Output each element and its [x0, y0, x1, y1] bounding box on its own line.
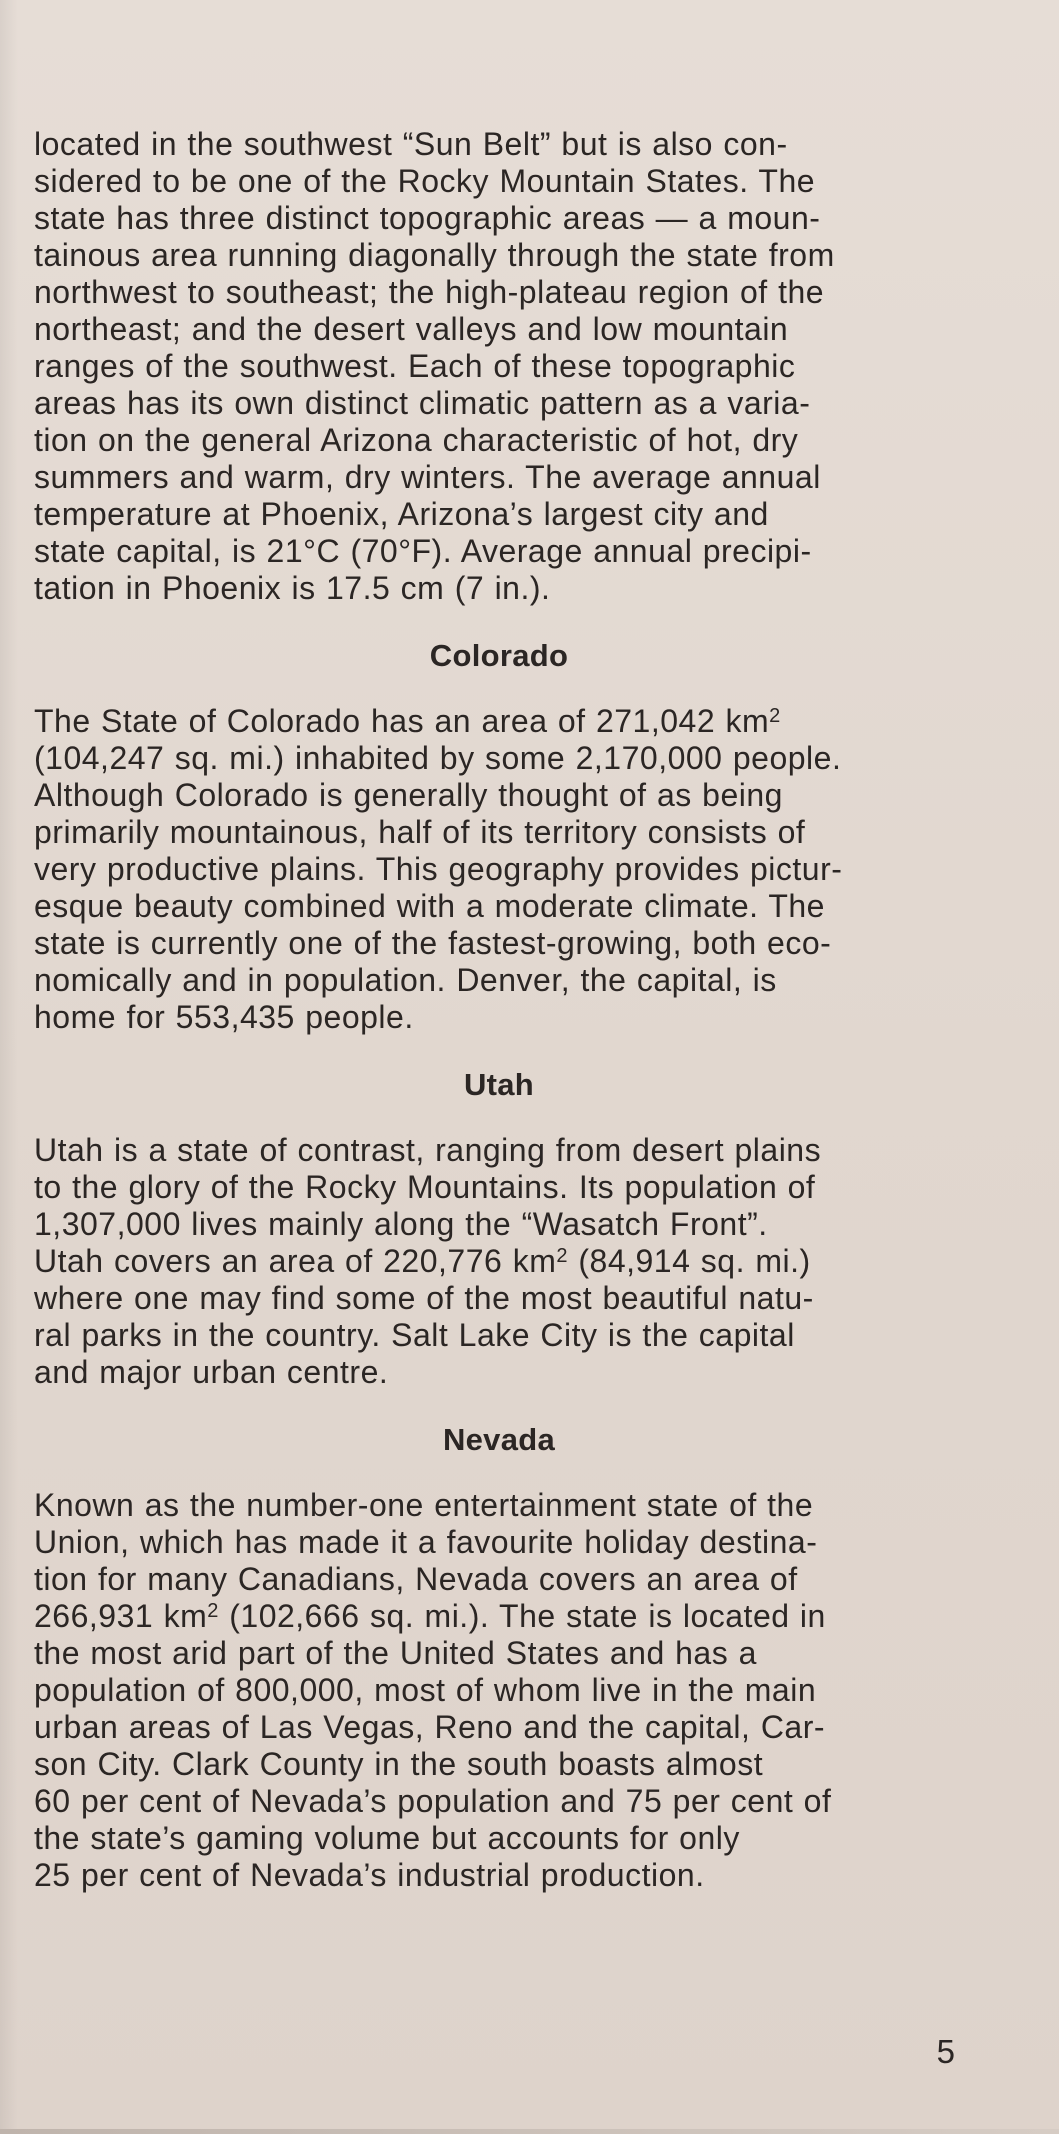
text-line: ranges of the southwest. Each of these topographic	[34, 348, 796, 384]
page-bottom-edge	[0, 2129, 1059, 2134]
text-line: (104,247 sq. mi.) inhabited by some 2,170,000 people.	[34, 740, 842, 776]
superscript: 2	[556, 1245, 568, 1267]
text-line: esque beauty combined with a moderate climate. The	[34, 888, 825, 924]
utah-heading: Utah	[463, 1067, 535, 1102]
text-line: sidered to be one of the Rocky Mountain States. The	[34, 163, 816, 199]
text-fragment: 266,931 km	[34, 1598, 208, 1634]
text-line: state is currently one of the fastest-growing, both eco-	[34, 925, 832, 961]
arizona-paragraph	[34, 126, 964, 607]
text-column	[34, 126, 964, 1894]
text-line: 25 per cent of Nevada’s industrial production.	[34, 1857, 705, 1893]
utah-paragraph	[34, 1132, 964, 1391]
text-line: the most arid part of the United States and has a	[34, 1635, 757, 1671]
text-line	[34, 703, 964, 740]
text-line: state has three distinct topographic areas — a moun-	[34, 200, 821, 236]
text-line: Utah is a state of contrast, ranging from desert plains	[34, 1132, 822, 1168]
text-line: and major urban centre.	[34, 1354, 389, 1390]
text-fragment: The State of Colorado has an area of 271,042 km	[34, 703, 770, 739]
text-fragment: Utah covers an area of 220,776 km	[34, 1243, 557, 1279]
superscript: 2	[769, 705, 781, 727]
text-line: primarily mountainous, half of its territory consists of	[34, 814, 806, 850]
text-line: areas has its own distinct climatic pattern as a varia-	[34, 385, 811, 421]
text-line: very productive plains. This geography provides pictur-	[34, 851, 843, 887]
text-line: home for 553,435 people.	[34, 999, 414, 1035]
text-line: 60 per cent of Nevada’s population and 75 per cent of	[34, 1783, 832, 1819]
text-fragment: (84,914 sq. mi.)	[567, 1243, 811, 1279]
colorado-heading: Colorado	[429, 638, 569, 673]
text-line	[34, 1243, 964, 1280]
text-line: the state’s gaming volume but accounts for only	[34, 1820, 740, 1856]
text-fragment: (102,666 sq. mi.). The state is located in	[218, 1598, 826, 1634]
text-line: tainous area running diagonally through the state from	[34, 237, 835, 273]
text-line: located in the southwest “Sun Belt” but is also con-	[34, 126, 788, 162]
text-line	[34, 1598, 964, 1635]
text-line: population of 800,000, most of whom live in the main	[34, 1672, 817, 1708]
nevada-paragraph	[34, 1487, 964, 1894]
text-line: tation in Phoenix is 17.5 cm (7 in.).	[34, 570, 551, 606]
text-line: tion on the general Arizona characteristic of hot, dry	[34, 422, 799, 458]
text-line: to the glory of the Rocky Mountains. Its population of	[34, 1169, 816, 1205]
text-line: Although Colorado is generally thought of as being	[34, 777, 783, 813]
text-line: urban areas of Las Vegas, Reno and the capital, Car-	[34, 1709, 826, 1745]
text-line: where one may find some of the most beautiful natu-	[34, 1280, 814, 1316]
text-line: Known as the number-one entertainment state of the	[34, 1487, 814, 1523]
superscript: 2	[207, 1600, 219, 1622]
text-line: son City. Clark County in the south boasts almost	[34, 1746, 764, 1782]
nevada-heading: Nevada	[442, 1422, 556, 1457]
text-line: northeast; and the desert valleys and low mountain	[34, 311, 789, 347]
text-line: Union, which has made it a favourite holiday destina-	[34, 1524, 818, 1560]
text-line: temperature at Phoenix, Arizona’s largest city and	[34, 496, 769, 532]
text-line: state capital, is 21°C (70°F). Average annual precipi-	[34, 533, 812, 569]
text-line: tion for many Canadians, Nevada covers an area of	[34, 1561, 798, 1597]
page-number: 5	[936, 2033, 955, 2070]
text-line: summers and warm, dry winters. The average annual	[34, 459, 821, 495]
text-line: 1,307,000 lives mainly along the “Wasatch Front”.	[34, 1206, 768, 1242]
colorado-paragraph	[34, 703, 964, 1036]
text-line: northwest to southeast; the high-plateau region of the	[34, 274, 825, 310]
text-line: ral parks in the country. Salt Lake City is the capital	[34, 1317, 795, 1353]
text-line: nomically and in population. Denver, the capital, is	[34, 962, 777, 998]
